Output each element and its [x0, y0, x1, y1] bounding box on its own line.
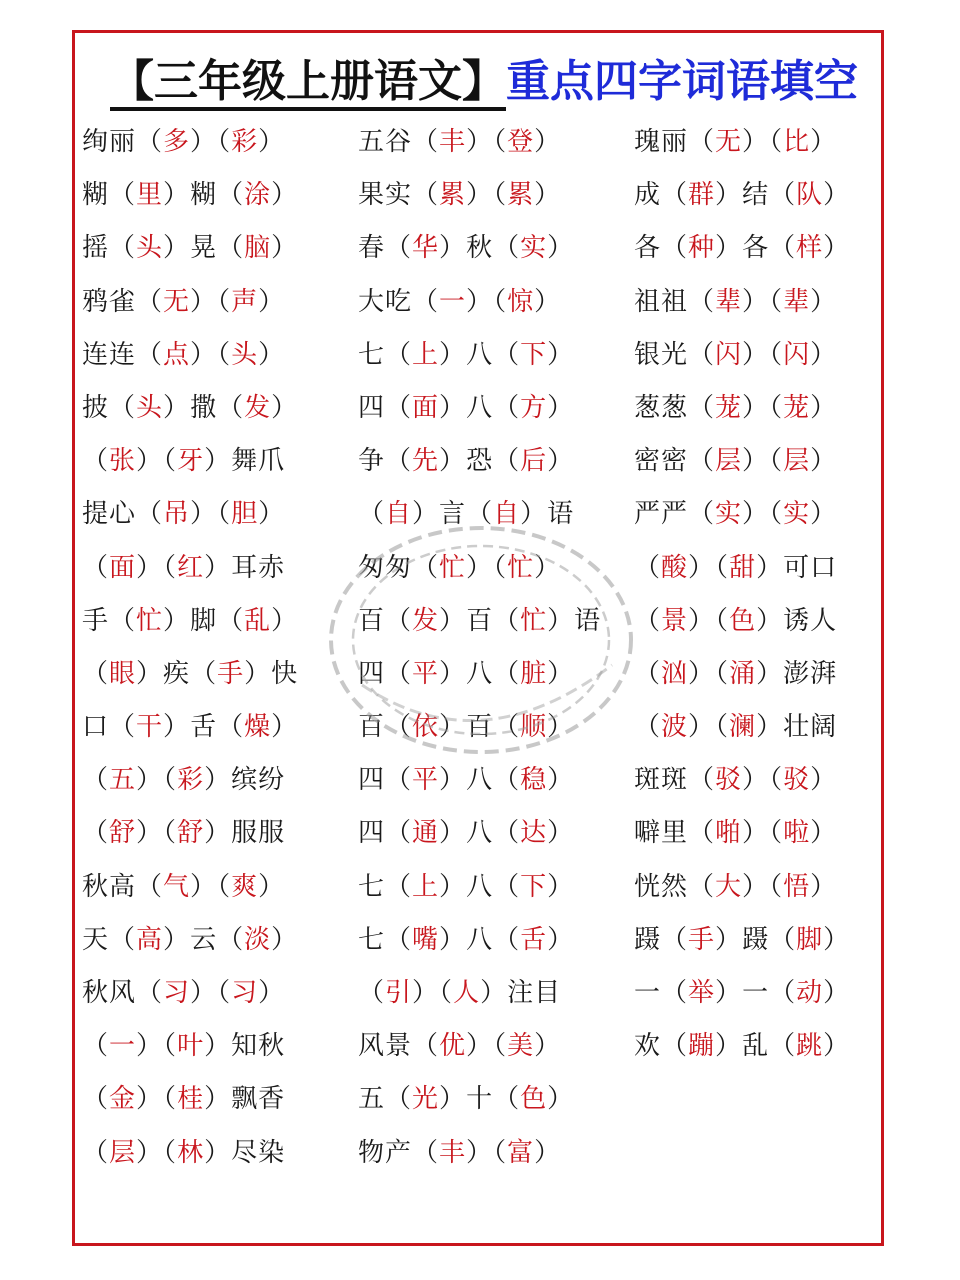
- answer-char: 燥: [244, 712, 272, 743]
- answer-char: 甜: [729, 552, 757, 583]
- answer-char: 酸: [661, 552, 689, 583]
- answer-char: 方: [520, 392, 548, 423]
- answer-char: 闪: [715, 339, 743, 370]
- answer-char: 里: [136, 180, 164, 211]
- answer-char: 实: [520, 233, 548, 264]
- idiom-row: 各（种）各（样）: [634, 233, 851, 264]
- idiom-row: 蹑（手）蹑（脚）: [634, 924, 851, 955]
- answer-char: 舒: [109, 818, 137, 849]
- idiom-row: 葱葱（茏）（茏）: [634, 392, 838, 423]
- idiom-row: 大吃（一）（惊）: [358, 286, 562, 317]
- answer-char: 自: [493, 499, 521, 530]
- answer-char: 上: [412, 339, 440, 370]
- answer-char: 层: [783, 446, 811, 477]
- idiom-row: 噼里（啪）（啦）: [634, 818, 838, 849]
- answer-char: 人: [453, 978, 481, 1008]
- answer-char: 头: [231, 339, 259, 370]
- answer-char: 舒: [177, 818, 205, 849]
- idiom-row: 秋高（气）（爽）: [82, 871, 286, 902]
- answer-char: 面: [412, 392, 440, 423]
- idiom-row: 祖祖（辈）（辈）: [634, 286, 838, 317]
- answer-char: 张: [109, 446, 137, 477]
- answer-char: 华: [412, 233, 440, 264]
- answer-char: 脚: [796, 924, 824, 955]
- idiom-row: 五谷（丰）（登）: [358, 127, 562, 157]
- answer-char: 种: [688, 233, 716, 264]
- answer-char: 惊: [507, 286, 535, 317]
- answer-char: 面: [109, 552, 137, 583]
- answer-char: 辈: [783, 286, 811, 317]
- answer-char: 林: [177, 1137, 205, 1168]
- answer-char: 登: [507, 127, 535, 157]
- idiom-row: 银光（闪）（闪）: [634, 339, 838, 370]
- answer-char: 群: [688, 180, 716, 211]
- answer-char: 吊: [163, 499, 191, 530]
- answer-char: 驳: [783, 765, 811, 796]
- answer-char: 彩: [177, 765, 205, 796]
- idiom-row: （眼）疾（手）快: [82, 658, 299, 689]
- idiom-row: 四（平）八（稳）: [358, 765, 575, 796]
- answer-char: 光: [412, 1084, 440, 1115]
- idiom-row: 匆匆（忙）（忙）: [358, 552, 562, 583]
- answer-char: 习: [231, 978, 259, 1008]
- title-grade-label: 【三年级上册语文】: [110, 56, 506, 111]
- answer-char: 叶: [177, 1031, 205, 1062]
- answer-char: 忙: [507, 552, 535, 583]
- idiom-row: （汹）（涌）澎湃: [634, 658, 838, 689]
- answer-char: 依: [412, 712, 440, 743]
- answer-char: 波: [661, 712, 689, 743]
- idiom-row: （张）（牙）舞爪: [82, 446, 286, 477]
- answer-char: 自: [385, 499, 413, 530]
- idiom-row: （酸）（甜）可口: [634, 552, 838, 583]
- answer-char: 涂: [244, 180, 272, 211]
- answer-char: 爽: [231, 871, 259, 902]
- idiom-row: 春（华）秋（实）: [358, 233, 575, 264]
- answer-char: 汹: [661, 658, 689, 689]
- answer-char: 多: [163, 127, 191, 157]
- idiom-row: 摇（头）晃（脑）: [82, 233, 299, 264]
- idiom-row: 严严（实）（实）: [634, 499, 838, 530]
- idiom-row: 百（发）百（忙）语: [358, 605, 602, 636]
- idiom-row: 欢（蹦）乱（跳）: [634, 1031, 851, 1062]
- idiom-row: 口（干）舌（燥）: [82, 712, 299, 743]
- answer-char: 头: [136, 233, 164, 264]
- idiom-row: 瑰丽（无）（比）: [634, 127, 838, 157]
- answer-char: 色: [729, 605, 757, 636]
- answer-char: 下: [520, 339, 548, 370]
- idiom-row: 四（平）八（脏）: [358, 658, 575, 689]
- answer-char: 比: [783, 127, 811, 157]
- answer-char: 无: [163, 286, 191, 317]
- idiom-row: 风景（优）（美）: [358, 1031, 562, 1062]
- idiom-row: 恍然（大）（悟）: [634, 871, 838, 902]
- page-title: [110, 52, 858, 112]
- answer-char: 队: [796, 180, 824, 211]
- answer-char: 丰: [439, 127, 467, 157]
- answer-char: 先: [412, 446, 440, 477]
- answer-char: 发: [244, 392, 272, 423]
- answer-char: 引: [385, 978, 413, 1008]
- answer-char: 层: [715, 446, 743, 477]
- answer-char: 红: [177, 552, 205, 583]
- answer-char: 淡: [244, 924, 272, 955]
- answer-char: 金: [109, 1084, 137, 1115]
- answer-char: 牙: [177, 446, 205, 477]
- idiom-row: 绚丽（多）（彩）: [82, 127, 286, 157]
- idiom-row: 七（上）八（下）: [358, 871, 575, 902]
- idiom-row: 斑斑（驳）（驳）: [634, 765, 838, 796]
- answer-char: 澜: [729, 712, 757, 743]
- answer-char: 一: [439, 286, 467, 317]
- answer-char: 头: [136, 392, 164, 423]
- answer-char: 手: [688, 924, 716, 955]
- idiom-row: 四（通）八（达）: [358, 818, 575, 849]
- answer-char: 实: [783, 499, 811, 530]
- answer-char: 忙: [520, 605, 548, 636]
- answer-char: 无: [715, 127, 743, 157]
- answer-char: 茏: [783, 392, 811, 423]
- idiom-row: 百（依）百（顺）: [358, 712, 575, 743]
- answer-char: 实: [715, 499, 743, 530]
- idiom-row: 密密（层）（层）: [634, 446, 838, 477]
- idiom-row: 提心（吊）（胆）: [82, 499, 286, 530]
- answer-char: 嘴: [412, 924, 440, 955]
- idiom-row: （引）（人）注目: [358, 978, 562, 1008]
- answer-char: 悟: [783, 871, 811, 902]
- answer-char: 富: [507, 1137, 535, 1168]
- idiom-row: 连连（点）（头）: [82, 339, 286, 370]
- answer-char: 啪: [715, 818, 743, 849]
- answer-char: 脏: [520, 658, 548, 689]
- answer-char: 气: [163, 871, 191, 902]
- idiom-row: （舒）（舒）服服: [82, 818, 286, 849]
- idiom-row: 秋风（习）（习）: [82, 978, 286, 1008]
- answer-char: 平: [412, 658, 440, 689]
- idiom-row: 五（光）十（色）: [358, 1084, 575, 1115]
- answer-char: 美: [507, 1031, 535, 1062]
- answer-char: 辈: [715, 286, 743, 317]
- answer-char: 高: [136, 924, 164, 955]
- answer-char: 忙: [439, 552, 467, 583]
- answer-char: 乱: [244, 605, 272, 636]
- answer-char: 五: [109, 765, 137, 796]
- idiom-row: （面）（红）耳赤: [82, 552, 286, 583]
- idiom-row: 争（先）恐（后）: [358, 446, 575, 477]
- answer-char: 顺: [520, 712, 548, 743]
- idiom-row: 披（头）撒（发）: [82, 392, 299, 423]
- idiom-row: （波）（澜）壮阔: [634, 712, 838, 743]
- answer-char: 样: [796, 233, 824, 264]
- answer-char: 眼: [109, 658, 137, 689]
- answer-char: 丰: [439, 1137, 467, 1168]
- answer-char: 通: [412, 818, 440, 849]
- answer-char: 优: [439, 1031, 467, 1062]
- answer-char: 脑: [244, 233, 272, 264]
- idiom-row: 一（举）一（动）: [634, 978, 851, 1008]
- answer-char: 稳: [520, 765, 548, 796]
- word-column-1: [82, 116, 298, 1180]
- answer-char: 累: [507, 180, 535, 211]
- answer-char: 习: [163, 978, 191, 1008]
- answer-char: 大: [715, 871, 743, 902]
- idiom-row: （自）言（自）语: [358, 499, 575, 530]
- idiom-row: （景）（色）诱人: [634, 605, 838, 636]
- answer-char: 层: [109, 1137, 137, 1168]
- answer-char: 上: [412, 871, 440, 902]
- answer-char: 手: [217, 658, 245, 689]
- idiom-row: （金）（桂）飘香: [82, 1084, 286, 1115]
- idiom-row: 果实（累）（累）: [358, 180, 562, 211]
- idiom-row: 糊（里）糊（涂）: [82, 180, 299, 211]
- idiom-row: 成（群）结（队）: [634, 180, 851, 211]
- idiom-row: 天（高）云（淡）: [82, 924, 299, 955]
- idiom-row: （五）（彩）缤纷: [82, 765, 286, 796]
- idiom-row: 四（面）八（方）: [358, 392, 575, 423]
- answer-char: 点: [163, 339, 191, 370]
- answer-char: 达: [520, 818, 548, 849]
- answer-char: 蹦: [688, 1031, 716, 1062]
- answer-char: 啦: [783, 818, 811, 849]
- answer-char: 胆: [231, 499, 259, 530]
- answer-char: 涌: [729, 658, 757, 689]
- idiom-row: 物产（丰）（富）: [358, 1137, 562, 1168]
- answer-char: 声: [231, 286, 259, 317]
- answer-char: 色: [520, 1084, 548, 1115]
- answer-char: 彩: [231, 127, 259, 157]
- word-column-2: [358, 116, 601, 1180]
- answer-char: 忙: [136, 605, 164, 636]
- answer-char: 桂: [177, 1084, 205, 1115]
- word-column-3: [634, 116, 850, 1073]
- title-topic-label: 重点四字词语填空: [506, 56, 858, 107]
- idiom-row: （层）（林）尽染: [82, 1137, 286, 1168]
- idiom-row: 鸦雀（无）（声）: [82, 286, 286, 317]
- answer-char: 景: [661, 605, 689, 636]
- idiom-row: 七（上）八（下）: [358, 339, 575, 370]
- answer-char: 累: [439, 180, 467, 211]
- answer-char: 干: [136, 712, 164, 743]
- answer-char: 舌: [520, 924, 548, 955]
- answer-char: 下: [520, 871, 548, 902]
- idiom-row: （一）（叶）知秋: [82, 1031, 286, 1062]
- answer-char: 平: [412, 765, 440, 796]
- answer-char: 发: [412, 605, 440, 636]
- answer-char: 闪: [783, 339, 811, 370]
- answer-char: 举: [688, 978, 716, 1008]
- answer-char: 跳: [796, 1031, 824, 1062]
- answer-char: 后: [520, 446, 548, 477]
- answer-char: 驳: [715, 765, 743, 796]
- answer-char: 茏: [715, 392, 743, 423]
- answer-char: 动: [796, 978, 824, 1008]
- idiom-row: 手（忙）脚（乱）: [82, 605, 299, 636]
- answer-char: 一: [109, 1031, 137, 1062]
- idiom-row: 七（嘴）八（舌）: [358, 924, 575, 955]
